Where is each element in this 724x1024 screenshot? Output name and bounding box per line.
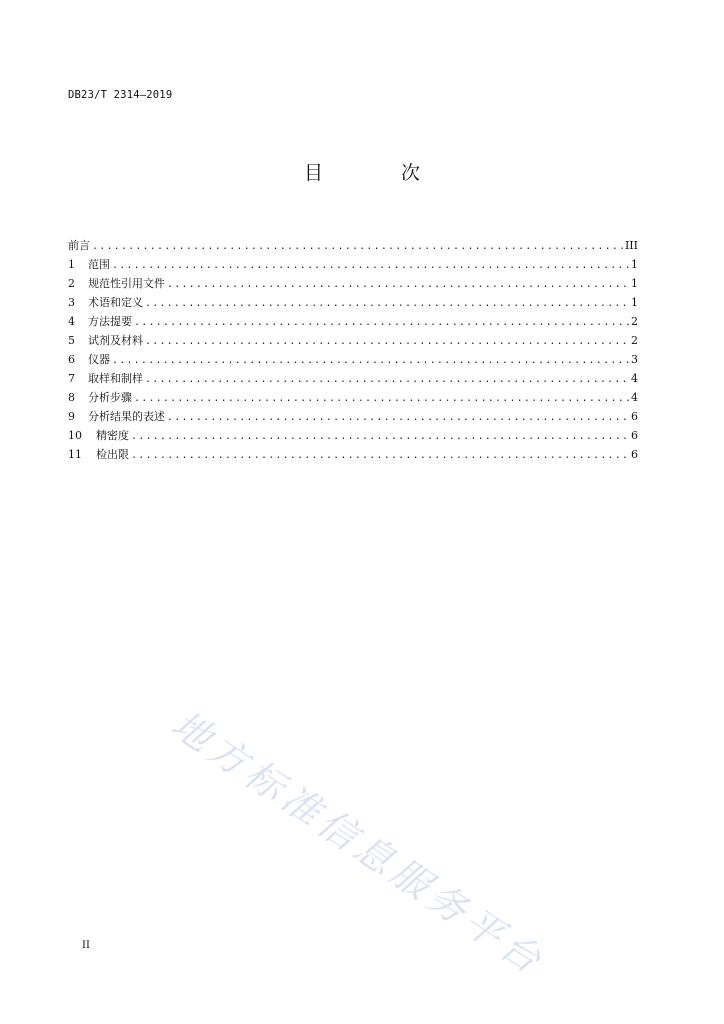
toc-leader-dots: [92, 237, 623, 256]
toc-entry-number: 1: [68, 258, 75, 271]
toc-entry-number: 6: [68, 353, 75, 366]
toc-entry-label: 检出限: [96, 448, 129, 461]
toc-entry-8[interactable]: [68, 388, 638, 407]
toc-entry-foreword[interactable]: [68, 236, 638, 255]
toc-leader-dots: [145, 370, 629, 389]
toc-leader-dots: [167, 275, 629, 294]
toc-entry-page: III: [624, 239, 638, 252]
toc-entry-label: 试剂及材料: [88, 334, 143, 347]
toc-entry-9[interactable]: [68, 407, 638, 426]
toc-entry-page: 1: [631, 277, 638, 290]
toc-entry-page: 1: [631, 258, 638, 271]
toc-leader-dots: [112, 351, 629, 370]
document-code: DB23/T 2314—2019: [68, 89, 173, 101]
toc-entry-number: 10: [68, 429, 82, 442]
toc-entry-label: 精密度: [96, 429, 129, 442]
toc-leader-dots: [134, 313, 629, 332]
toc-leader-dots: [134, 389, 629, 408]
toc-entry-page: 6: [631, 448, 638, 461]
toc-leader-dots: [112, 256, 629, 275]
toc-entry-number: 5: [68, 334, 75, 347]
toc-entry-label: 范围: [88, 258, 110, 271]
table-of-contents: [68, 236, 638, 464]
toc-entry-number: 8: [68, 391, 75, 404]
page-number: II: [82, 940, 90, 951]
toc-entry-11[interactable]: [68, 445, 638, 464]
toc-entry-label: 仪器: [88, 353, 110, 366]
toc-entry-5[interactable]: [68, 331, 638, 350]
toc-leader-dots: [145, 294, 629, 313]
toc-entry-number: 4: [68, 315, 75, 328]
toc-entry-10[interactable]: [68, 426, 638, 445]
toc-entry-7[interactable]: [68, 369, 638, 388]
toc-entry-page: 6: [631, 410, 638, 423]
toc-leader-dots: [131, 446, 629, 465]
toc-entry-page: 4: [631, 372, 638, 385]
toc-entry-1[interactable]: [68, 255, 638, 274]
toc-entry-page: 3: [631, 353, 638, 366]
toc-entry-2[interactable]: [68, 274, 638, 293]
toc-entry-page: 1: [631, 296, 638, 309]
toc-leader-dots: [131, 427, 629, 446]
toc-entry-page: 2: [631, 334, 638, 347]
toc-entry-label: 取样和制样: [88, 372, 143, 385]
toc-entry-page: 6: [631, 429, 638, 442]
toc-entry-3[interactable]: [68, 293, 638, 312]
toc-entry-label: 方法提要: [88, 315, 132, 328]
toc-entry-number: 2: [68, 277, 75, 290]
toc-entry-4[interactable]: [68, 312, 638, 331]
toc-entry-page: 2: [631, 315, 638, 328]
toc-entry-6[interactable]: [68, 350, 638, 369]
watermark: 地方标准信息服务平台: [163, 702, 554, 985]
toc-entry-number: 3: [68, 296, 75, 309]
toc-entry-label: 规范性引用文件: [88, 277, 165, 290]
toc-entry-label: 分析结果的表述: [88, 410, 165, 423]
toc-leader-dots: [145, 332, 629, 351]
toc-entry-number: 11: [68, 448, 82, 461]
toc-entry-number: 7: [68, 372, 75, 385]
toc-leader-dots: [167, 408, 629, 427]
toc-entry-label: 前言: [68, 239, 90, 252]
toc-entry-label: 分析步骤: [88, 391, 132, 404]
toc-title: 目 次: [303, 162, 457, 184]
toc-entry-label: 术语和定义: [88, 296, 143, 309]
toc-entry-page: 4: [631, 391, 638, 404]
toc-entry-number: 9: [68, 410, 75, 423]
